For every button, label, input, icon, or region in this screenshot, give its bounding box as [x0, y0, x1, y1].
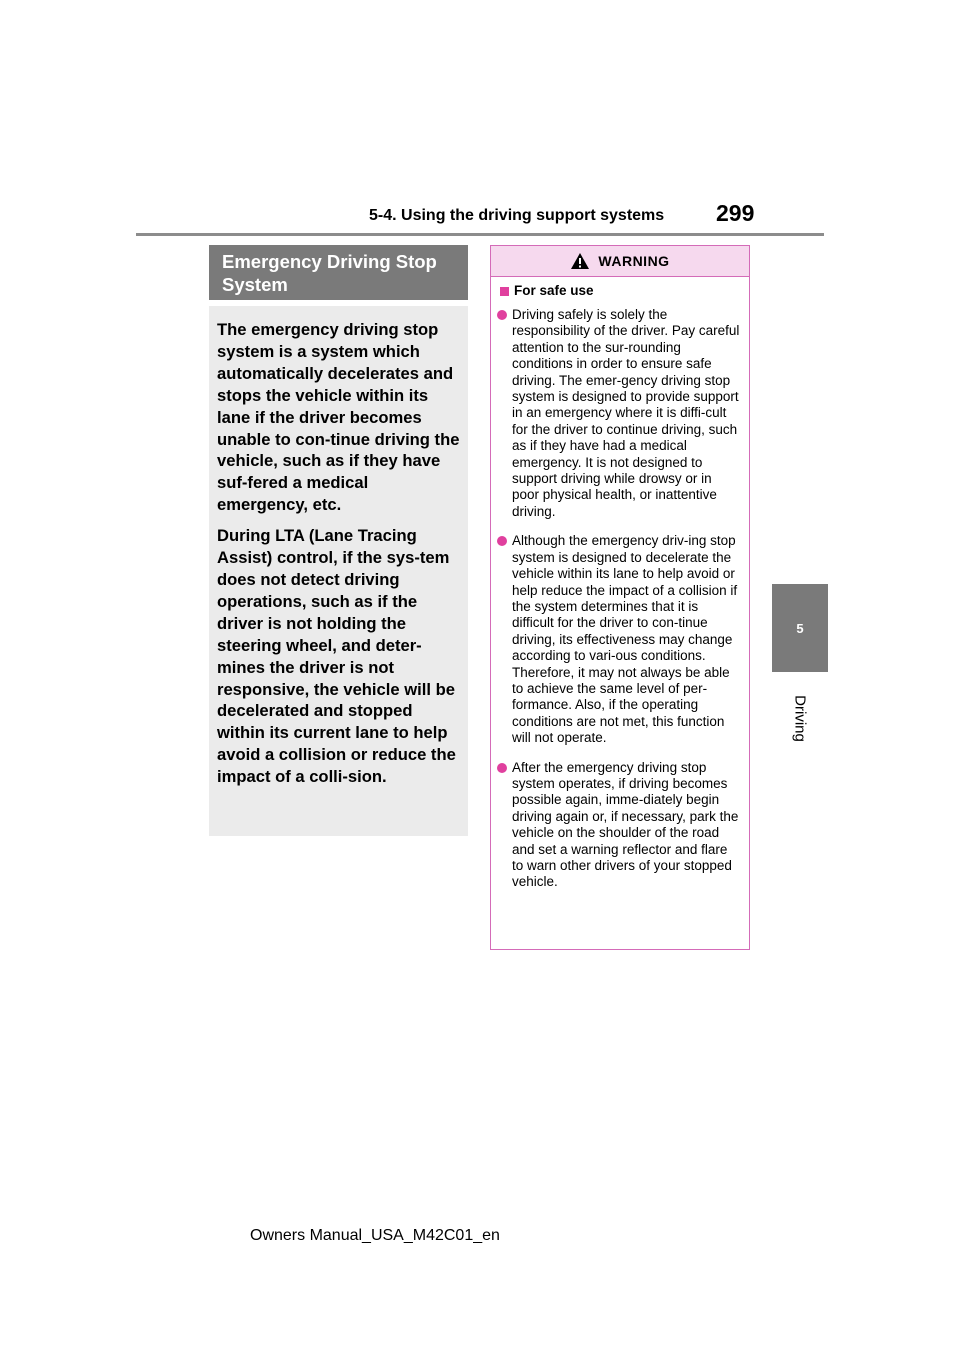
footer-doc-id: Owners Manual_USA_M42C01_en — [250, 1227, 500, 1244]
round-bullet-icon — [497, 310, 507, 320]
warning-bullet-text: Although the emergency driv-ing stop system is designed to decelerate the vehicle within its lane to help avoid or help reduce the impact of a collision if the system determines that it is difficult for the driver to con-tinue driving, its effectiveness may change according to vari-ous conditions. Therefore, it may not always be able to achieve the same level of per-formance. Also, if the operating conditions are not met, this function will not operate. — [512, 533, 738, 746]
section-summary — [209, 306, 468, 836]
round-bullet-icon — [497, 536, 507, 546]
warning-bullet-text: Driving safely is solely the responsibility of the driver. Pay careful attention to the sur-rounding conditions in order to ensure safe driving. The emer-gency driving stop system is designed to provide support in an emergency where it is diffi-cult for the driver to continue driving, such as if they have had a medical emergency. It is not designed to support driving while drowsy or in poor physical health, or inattentive driving. — [512, 307, 740, 519]
warning-bullet — [491, 533, 749, 746]
page-number: 299 — [716, 200, 755, 226]
warning-subheading-text: For safe use — [514, 283, 594, 298]
warning-title: WARNING — [598, 253, 670, 269]
warning-bullet — [491, 307, 749, 520]
chapter-tab-number: 5 — [796, 620, 804, 636]
warning-bullet — [491, 760, 749, 891]
chapter-tab — [772, 584, 828, 672]
header-divider — [136, 233, 824, 236]
round-bullet-icon — [497, 763, 507, 773]
section-title: Emergency Driving Stop System — [209, 245, 468, 300]
summary-paragraph: The emergency driving stop system is a system which automatically decelerates and stops the vehicle within its lane if the driver becomes unable to con-tinue driving the vehicle, such as if they have suf-fered a medical emergency, etc. — [217, 320, 460, 515]
square-bullet-icon — [500, 287, 509, 296]
warning-bullet-text: After the emergency driving stop system operates, if driving becomes possible again, imme-diately begin driving again or, if necessary, park the vehicle on the shoulder of the road and set a warning reflector and flare to warn other drivers of your stopped vehicle. — [512, 759, 739, 890]
warning-subheading — [500, 281, 749, 301]
chapter-header: 5-4. Using the driving support systems — [369, 207, 665, 224]
summary-paragraph: During LTA (Lane Tracing Assist) control, if the sys-tem does not detect driving operations, such as if the driver is not holding the steering wheel, and deter-mines the driver is not responsive, the vehicle will be decelerated and stopped within its current lane to help avoid a collision or reduce the impact of a colli-sion. — [217, 526, 456, 787]
chapter-tab-label: Driving — [791, 695, 809, 742]
warning-box — [490, 245, 750, 950]
warning-header — [491, 246, 749, 277]
warning-triangle-icon — [570, 252, 590, 270]
